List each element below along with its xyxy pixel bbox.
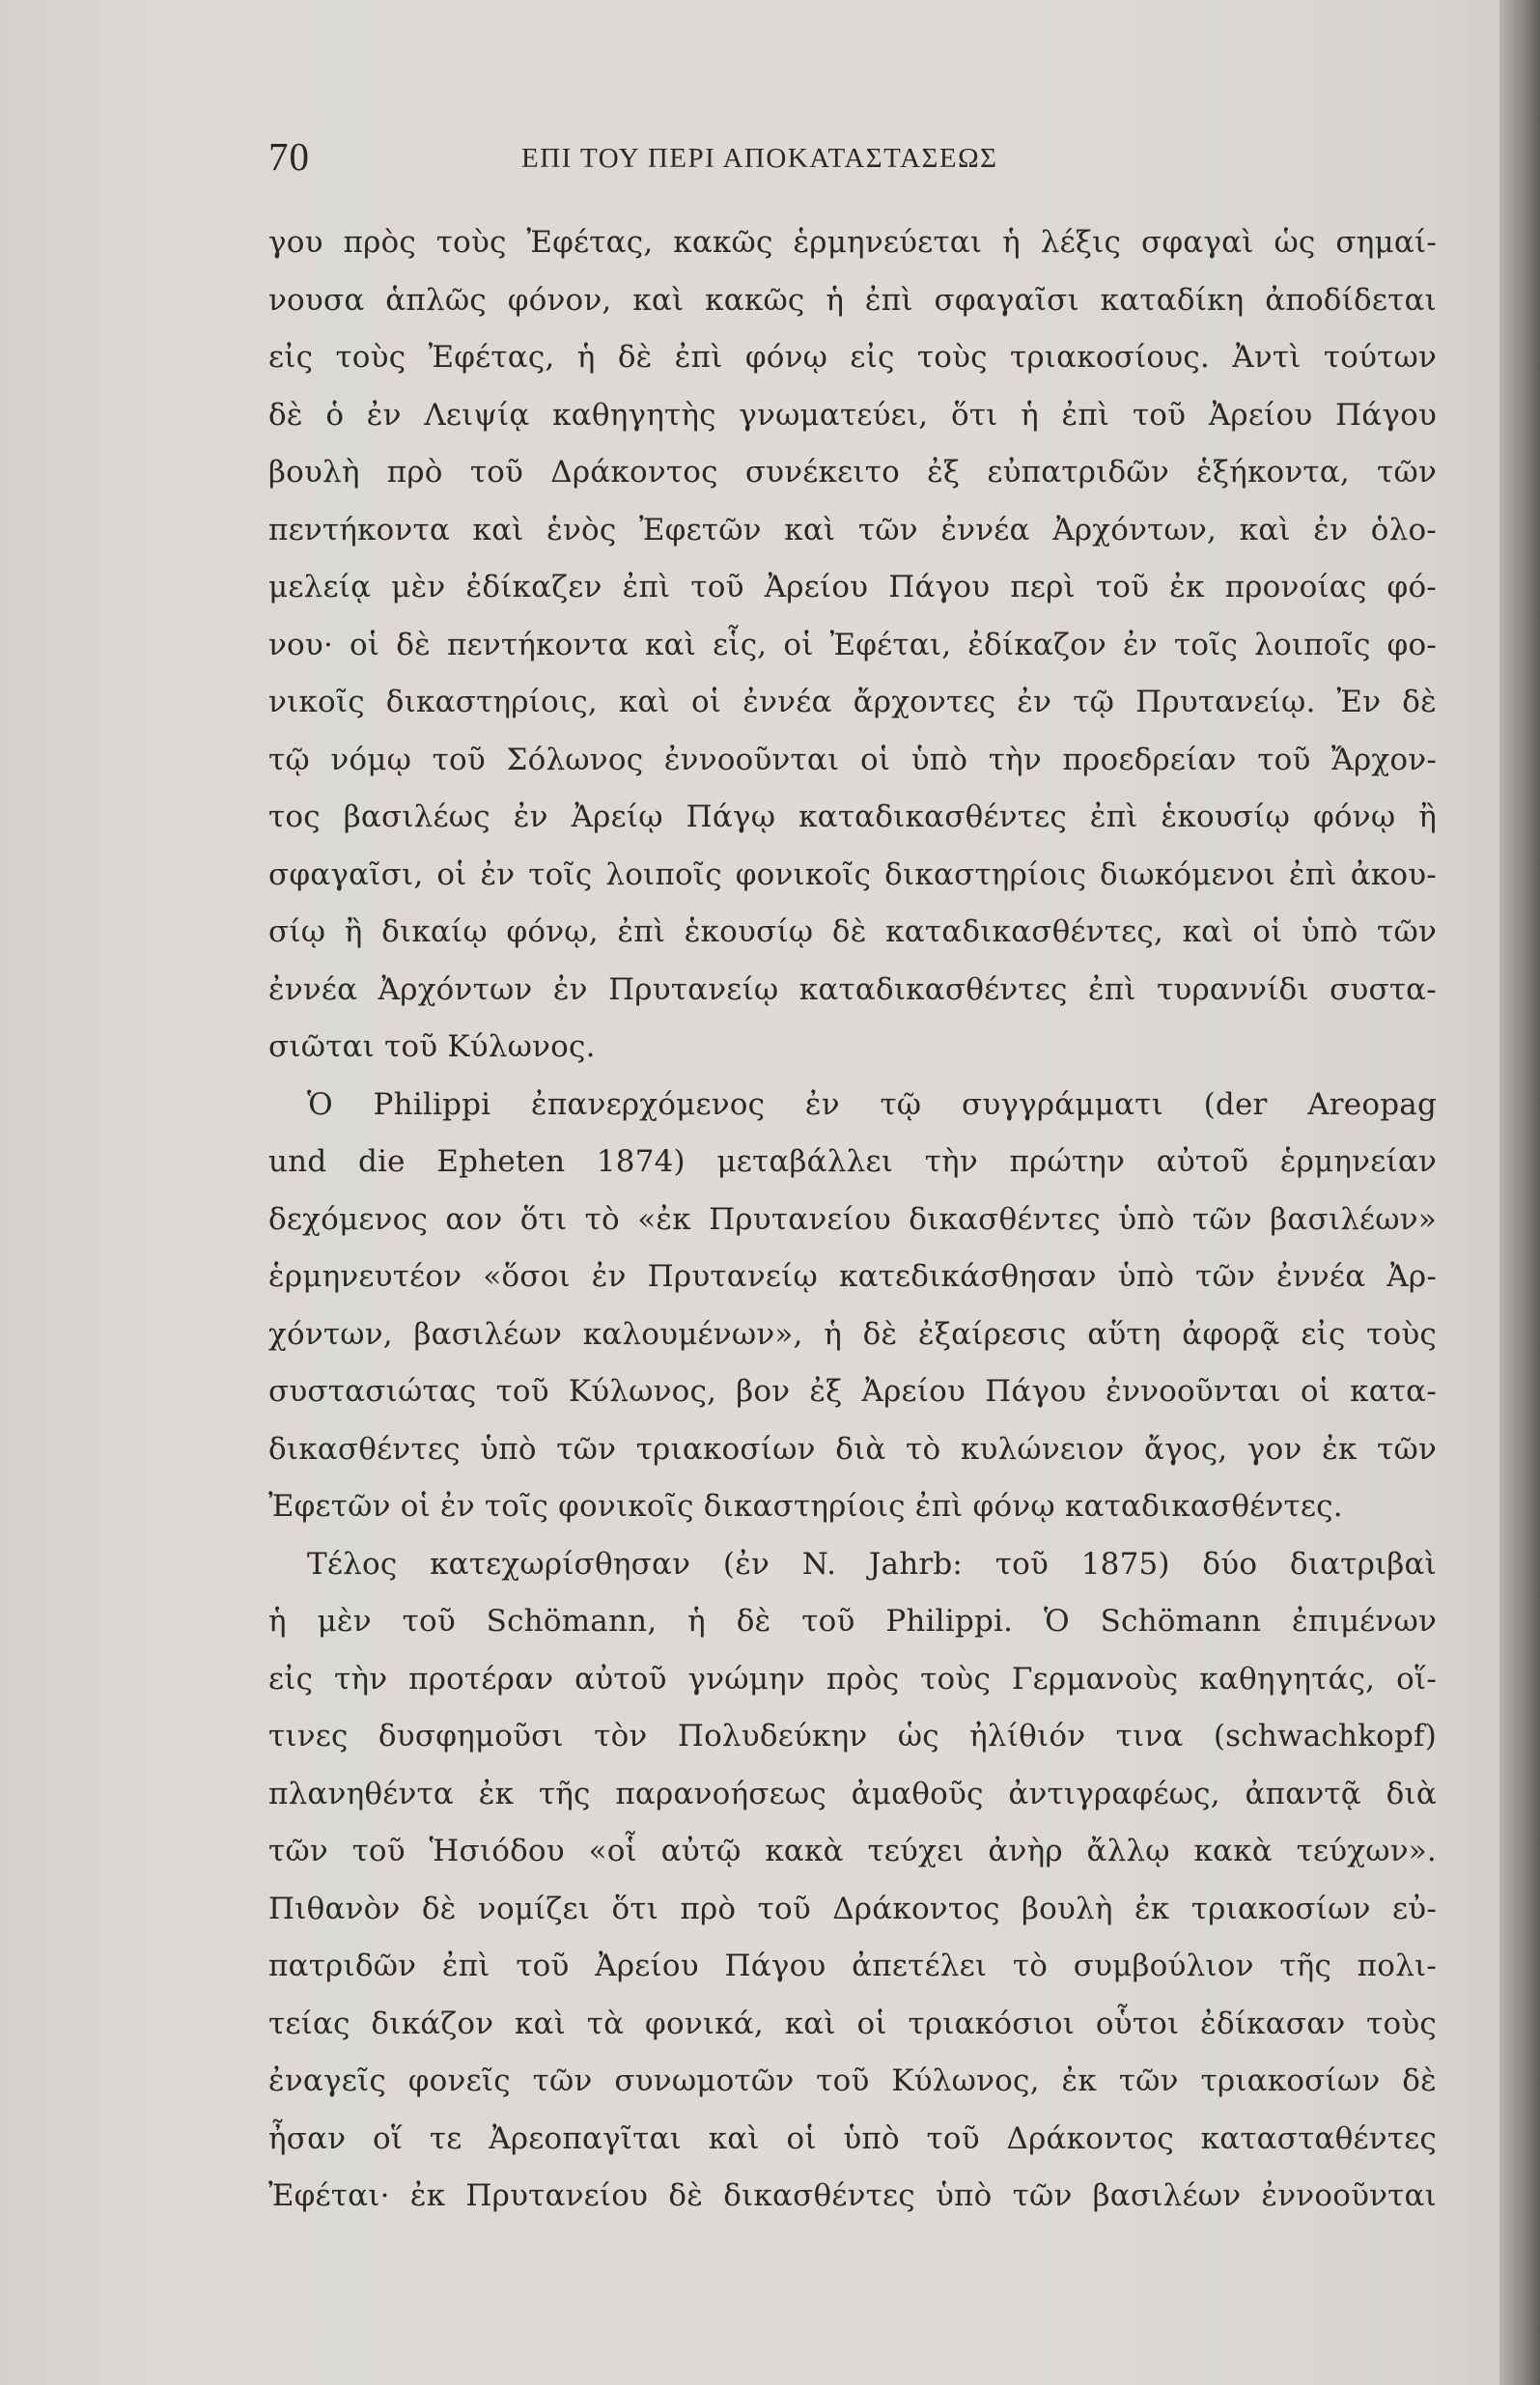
page-header	[268, 133, 1398, 187]
text-line: σφαγαῖσι, οἱ ἐν τοῖς λοιποῖς φονικοῖς δικαστηρίοις διωκόμενοι ἐπὶ ἀκου-	[268, 856, 1437, 892]
text-line: σίῳ ἢ δικαίῳ φόνῳ, ἐπὶ ἑκουσίῳ δὲ καταδικασθέντες, καὶ οἱ ὑπὸ τῶν	[268, 914, 1437, 949]
text-line: πατριδῶν ἐπὶ τοῦ Ἀρείου Πάγου ἀπετέλει τὸ συμβούλιον τῆς πολι-	[268, 1949, 1437, 1983]
text-line: Τέλος κατεχωρίσθησαν (ἐν N. Jahrb: τοῦ 1875) δύο διατριβαὶ	[307, 1546, 1437, 1582]
text-line	[268, 2226, 1437, 2284]
text-line: ἐναγεῖς φονεῖς τῶν συνωμοτῶν τοῦ Κύλωνος, ἐκ τῶν τριακοσίων δὲ	[268, 2063, 1437, 2098]
text-line: σιῶται τοῦ Κύλωνος.	[268, 1029, 596, 1064]
text-line: μελείᾳ μὲν ἐδίκαζεν ἐπὶ τοῦ Ἀρείου Πάγου περὶ τοῦ ἐκ προνοίας φό-	[268, 570, 1437, 604]
page-edge-shadow	[1499, 0, 1540, 2385]
text-line: βουλὴ πρὸ τοῦ Δράκοντος συνέκειτο ἐξ εὐπατριδῶν ἑξήκοντα, τῶν	[268, 455, 1437, 490]
page-number: 70	[268, 134, 310, 179]
text-line: Ὁ Philippi ἐπανερχόμενος ἐν τῷ συγγράμματι (der Areopag	[307, 1086, 1437, 1122]
body-text	[268, 214, 1437, 2283]
text-line: Πιθανὸν δὲ νομίζει ὅτι πρὸ τοῦ Δράκοντος βουλὴ ἐκ τριακοσίων εὐ-	[268, 1891, 1437, 1926]
text-line: Ἐφετῶν οἱ ἐν τοῖς φονικοῖς δικαστηρίοις ἐπὶ φόνῳ καταδικασθέντες.	[268, 1489, 1343, 1524]
text-line: τῷ νόμῳ τοῦ Σόλωνος ἐννοοῦνται οἱ ὑπὸ τὴν προεδρείαν τοῦ Ἄρχον-	[268, 742, 1437, 777]
text-line: πεντήκοντα καὶ ἑνὸς Ἐφετῶν καὶ τῶν ἐννέα Ἀρχόντων, καὶ ἐν ὁλο-	[268, 512, 1437, 547]
text-line: νικοῖς δικαστηρίοις, καὶ οἱ ἐννέα ἄρχοντες ἐν τῷ Πρυτανείῳ. Ἐν δὲ	[268, 685, 1437, 719]
text-line: πλανηθέντα ἐκ τῆς παρανοήσεως ἀμαθοῦς ἀντιγραφέως, ἀπαντᾷ διὰ	[268, 1776, 1437, 1811]
text-line: τος βασιλέως ἐν Ἀρείῳ Πάγῳ καταδικασθέντες ἐπὶ ἑκουσίῳ φόνῳ ἢ	[268, 800, 1437, 834]
text-line: εἰς τὴν προτέραν αὐτοῦ γνώμην πρὸς τοὺς Γερμανοὺς καθηγητάς, οἵ-	[268, 1661, 1437, 1697]
text-line: ἐννέα Ἀρχόντων ἐν Πρυτανείῳ καταδικασθέντες ἐπὶ τυραννίδι συστα-	[268, 971, 1437, 1007]
text-line: νου· οἱ δὲ πεντήκοντα καὶ εἷς, οἱ Ἐφέται, ἐδίκαζον ἐν τοῖς λοιποῖς φο-	[268, 627, 1437, 662]
text-line: δὲ ὁ ἐν Λειψίᾳ καθηγητὴς γνωματεύει, ὅτι ἡ ἐπὶ τοῦ Ἀρείου Πάγου	[268, 397, 1437, 433]
text-line: γου πρὸς τοὺς Ἐφέτας, κακῶς ἑρμηνεύεται ἡ λέξις σφαγαὶ ὡς σημαί-	[268, 225, 1437, 260]
text-line: δεχόμενος αον ὅτι τὸ «ἐκ Πρυτανείου δικασθέντες ὑπὸ τῶν βασιλέων»	[268, 1201, 1437, 1237]
text-line: νουσα ἁπλῶς φόνον, καὶ κακῶς ἡ ἐπὶ σφαγαῖσι καταδίκη ἀποδίδεται	[268, 282, 1437, 318]
text-line: χόντων, βασιλέων καλουμένων», ἡ δὲ ἐξαίρεσις αὕτη ἀφορᾷ εἰς τοὺς	[268, 1316, 1437, 1352]
text-line: τῶν τοῦ Ἡσιόδου «οἷ αὐτῷ κακὰ τεύχει ἀνὴρ ἄλλῳ κακὰ τεύχων».	[268, 1834, 1437, 1868]
text-line: und die Epheten 1874) μεταβάλλει τὴν πρώτην αὐτοῦ ἑρμηνείαν	[268, 1144, 1437, 1179]
text-line: τινες δυσφημοῦσι τὸν Πολυδεύκην ὡς ἠλίθιόν τινα (schwachkopf)	[268, 1719, 1437, 1754]
text-line: τείας δικάζον καὶ τὰ φονικά, καὶ οἱ τριακόσιοι οὗτοι ἐδίκασαν τοὺς	[268, 2006, 1437, 2041]
text-line: ἑρμηνευτέον «ὅσοι ἐν Πρυτανείῳ κατεδικάσθησαν ὑπὸ τῶν ἐννέα Ἀρ-	[268, 1259, 1437, 1294]
running-head: ΕΠΙ ΤΟΥ ΠΕΡΙ ΑΠΟΚΑΤΑΣΤΑΣΕΩΣ	[521, 143, 998, 174]
text-line: συστασιώτας τοῦ Κύλωνος, βον ἐξ Ἀρείου Πάγου ἐννοοῦνται οἱ κατα-	[268, 1374, 1437, 1409]
text-line: δικασθέντες ὑπὸ τῶν τριακοσίων διὰ τὸ κυλώνειον ἄγος, γον ἐκ τῶν	[268, 1431, 1437, 1467]
text-line: ἦσαν οἵ τε Ἀρεοπαγῖται καὶ οἱ ὑπὸ τοῦ Δράκοντος κατασταθέντες	[268, 2120, 1437, 2156]
text-line: ἡ μὲν τοῦ Schömann, ἡ δὲ τοῦ Philippi. Ὁ Schömann ἐπιμένων	[268, 1604, 1437, 1639]
text-line: Ἐφέται· ἐκ Πρυτανείου δὲ δικασθέντες ὑπὸ τῶν βασιλέων ἐννοοῦνται	[268, 2178, 1437, 2213]
text-line: εἰς τοὺς Ἐφέτας, ἡ δὲ ἐπὶ φόνῳ εἰς τοὺς τριακοσίους. Ἀντὶ τούτων	[268, 340, 1437, 375]
